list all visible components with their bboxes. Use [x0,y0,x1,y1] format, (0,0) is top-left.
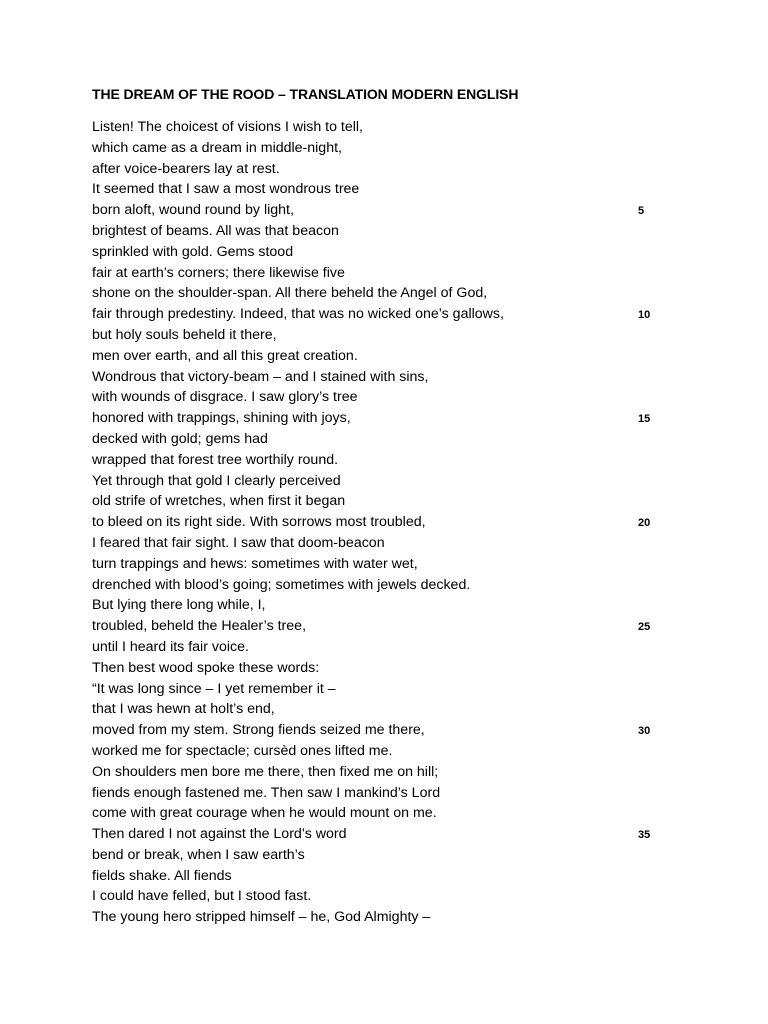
poem-line [92,263,692,284]
poem-line [92,595,692,616]
poem-line-text: decked with gold; gems had [92,430,268,447]
poem-line-text: On shoulders men bore me there, then fixed me on hill; [92,763,439,780]
poem-line-text: shone on the shoulder-span. All there beheld the Angel of God, [92,285,488,302]
line-number: 10 [638,309,651,322]
poem-line [92,325,692,346]
poem-line [92,179,692,200]
poem-line-text: bend or break, when I saw earth’s [92,846,305,863]
poem-line [92,117,692,138]
poem-line-text: after voice-bearers lay at rest. [92,160,280,177]
poem-line-text: fields shake. All fiends [92,867,232,884]
poem-body [92,117,692,928]
poem-line-text: moved from my stem. Strong fiends seized me there, [92,722,425,739]
poem-line-text: brightest of beams. All was that beacon [92,222,339,239]
poem-line [92,304,692,325]
poem-line-text: fiends enough fastened me. Then saw I mankind’s Lord [92,784,441,801]
poem-line-text: old strife of wretches, when first it began [92,493,346,510]
poem-line-text: men over earth, and all this great creation. [92,347,358,364]
poem-line-text: Then dared I not against the Lord’s word [92,826,347,843]
poem-line [92,783,692,804]
poem-line-text: that I was hewn at holt’s end, [92,701,275,718]
poem-line-text: fair at earth’s corners; there likewise five [92,264,345,281]
poem-line-text: which came as a dream in middle-night, [92,139,342,156]
line-number: 30 [638,725,651,738]
poem-line-text: Wondrous that victory-beam – and I stained with sins, [92,368,429,385]
poem-line [92,699,692,720]
poem-line [92,824,692,845]
poem-line-text: until I heard its fair voice. [92,638,249,655]
poem-line [92,679,692,700]
poem-line [92,845,692,866]
poem-line-text: I could have felled, but I stood fast. [92,888,312,905]
poem-line [92,450,692,471]
poem-line-text: The young hero stripped himself – he, God Almighty – [92,909,431,926]
poem-line [92,907,692,928]
poem-line [92,242,692,263]
poem-line [92,575,692,596]
line-number: 15 [638,413,651,426]
poem-line [92,408,692,429]
poem-line-text: “It was long since – I yet remember it – [92,680,336,697]
poem-line-text: fair through predestiny. Indeed, that was no wicked one’s gallows, [92,306,504,323]
line-number: 25 [638,621,651,634]
poem-line-text: come with great courage when he would mount on me. [92,805,437,822]
poem-line [92,138,692,159]
line-number: 20 [638,517,651,530]
poem-line-text: drenched with blood’s going; sometimes with jewels decked. [92,576,471,593]
poem-line [92,283,692,304]
poem-line-text: born aloft, wound round by light, [92,202,294,219]
poem-line-text: turn trappings and hews: sometimes with water wet, [92,555,418,572]
line-number: 5 [638,205,645,218]
poem-line [92,200,692,221]
poem-line [92,491,692,512]
poem-line-text: troubled, beheld the Healer’s tree, [92,618,307,635]
poem-line [92,387,692,408]
poem-line [92,720,692,741]
poem-line-text: It seemed that I saw a most wondrous tree [92,181,360,198]
poem-line-text: but holy souls beheld it there, [92,326,277,343]
poem-line-text: wrapped that forest tree worthily round. [92,451,339,468]
poem-line-text: worked me for spectacle; cursèd ones lifted me. [92,742,393,759]
poem-line-text: Then best wood spoke these words: [92,659,320,676]
poem-line-text: with wounds of disgrace. I saw glory’s tree [92,389,358,406]
poem-line-text: to bleed on its right side. With sorrows most troubled, [92,514,426,531]
poem-line [92,866,692,887]
poem-line [92,512,692,533]
poem-line [92,471,692,492]
poem-line-text: I feared that fair sight. I saw that doom-beacon [92,534,385,551]
poem-line [92,429,692,450]
poem-line-text: Yet through that gold I clearly perceived [92,472,341,489]
page-title: THE DREAM OF THE ROOD – TRANSLATION MODERN ENGLISH [92,86,519,102]
line-number: 35 [638,829,651,842]
poem-line [92,741,692,762]
poem-line [92,367,692,388]
poem-line [92,762,692,783]
poem-line-text: sprinkled with gold. Gems stood [92,243,294,260]
poem-line [92,886,692,907]
poem-line [92,554,692,575]
poem-line [92,616,692,637]
poem-line [92,346,692,367]
poem-line-text: Listen! The choicest of visions I wish to tell, [92,119,364,135]
poem-line [92,159,692,180]
poem-line [92,221,692,242]
poem-line [92,533,692,554]
poem-line-text: honored with trappings, shining with joys, [92,410,351,427]
poem-line [92,658,692,679]
poem-line [92,803,692,824]
poem-line [92,637,692,658]
poem-line-text: But lying there long while, I, [92,597,266,614]
